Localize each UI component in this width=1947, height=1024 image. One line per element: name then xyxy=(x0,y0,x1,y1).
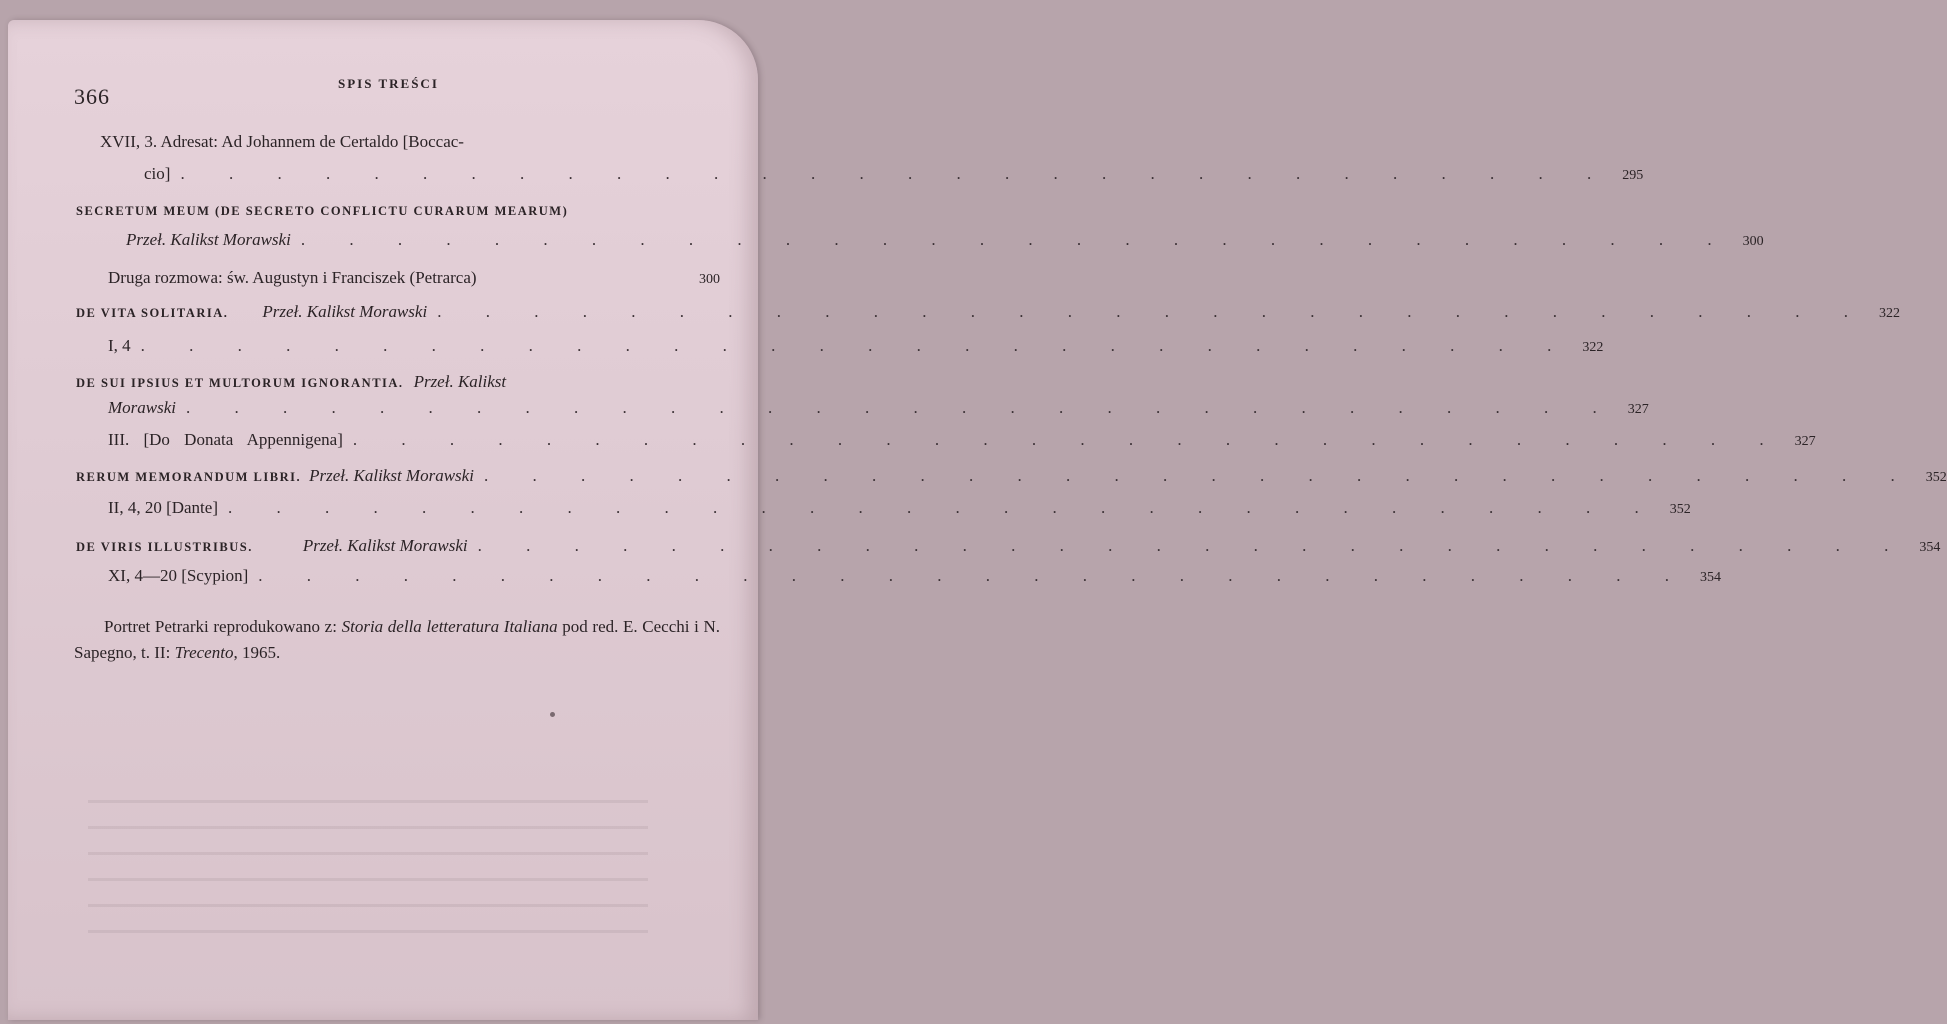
work-title: SECRETUM MEUM (DE SECRETO CONFLICTU CURARUM MEARUM) xyxy=(76,204,569,218)
translator: Przeł. Kalikst Morawski xyxy=(309,466,474,485)
entry-text: I, 4 xyxy=(108,336,131,355)
leader-dots: . . . . . . . . . . . . . . . . . . . . . . . . . . . . . . xyxy=(258,566,1689,585)
entry-page: 300 xyxy=(1742,234,1764,249)
entry-page: 322 xyxy=(1878,306,1900,321)
leader-dots: . . . . . . . . . . . . . . . . . . . . . . . . . . . . . . xyxy=(186,398,1617,417)
entry-page: 295 xyxy=(1622,168,1644,183)
portrait-credit-note xyxy=(74,614,720,666)
translator: Przeł. Kalikst Morawski xyxy=(126,230,291,249)
entry-page: 327 xyxy=(1794,434,1816,449)
translator: Przeł. Kalikst xyxy=(413,372,507,391)
leader-dots: . . . . . . . . . . . . . . . . . . . . . . . . . . . . . . xyxy=(437,302,1868,321)
work-title: DE VIRIS ILLUSTRIBUS. xyxy=(76,540,253,554)
work-title: DE VITA SOLITARIA. xyxy=(76,306,229,320)
translator: Przeł. Kalikst Morawski xyxy=(302,536,468,555)
toc-entry xyxy=(76,466,1947,486)
leader-dots: . . . . . . . . . . . . . . . . . . . . . . . . . . . . . . xyxy=(352,430,1784,449)
toc-entry xyxy=(126,230,1764,250)
paper-speck xyxy=(550,712,555,717)
note-italic: Storia della letteratura Italiana xyxy=(341,617,558,636)
entry-text: XI, 4—20 [Scypion] xyxy=(108,566,249,585)
note-text: , 1965. xyxy=(233,643,281,662)
toc-entry xyxy=(108,336,1604,356)
entry-page: 354 xyxy=(1919,540,1941,555)
toc-entry xyxy=(76,372,720,392)
entry-text: II, 4, 20 [Dante] xyxy=(108,498,218,517)
entry-page: 327 xyxy=(1627,402,1649,417)
entry-text: III. [Do Donata Appennigena] xyxy=(108,430,343,449)
note-italic: Trecento xyxy=(174,643,234,662)
entry-text: Druga rozmowa: św. Augustyn i Franciszek (Petrarca) xyxy=(108,268,477,287)
entry-page: 352 xyxy=(1669,502,1691,517)
entry-page: 300 xyxy=(699,272,720,287)
toc-entry xyxy=(76,204,720,219)
toc-entry xyxy=(108,498,1691,518)
entry-page: 352 xyxy=(1925,470,1947,485)
running-head: SPIS TREŚCI xyxy=(338,76,439,91)
work-title: RERUM MEMORANDUM LIBRI. xyxy=(76,470,302,484)
leader-dots: . . . . . . . . . . . . . . . . . . . . . . . . . . . . . . xyxy=(140,336,1572,355)
toc-entry xyxy=(108,566,1721,586)
entry-text: cio] xyxy=(144,164,171,183)
book-page xyxy=(8,20,1947,1020)
toc-entry xyxy=(108,268,720,288)
toc-entry xyxy=(108,398,1649,418)
note-text: Portret Petrarki reprodukowano z: xyxy=(104,617,342,636)
toc-entry xyxy=(76,302,1900,322)
leader-dots: . . . . . . . . . . . . . . . . . . . . . . . . . . . . . . xyxy=(477,536,1909,555)
toc-entry xyxy=(108,430,1816,450)
toc-entry xyxy=(76,536,1941,556)
leader-dots: . . . . . . . . . . . . . . . . . . . . . . . . . . . . . . xyxy=(180,164,1612,183)
entry-text: XVII, 3. Adresat: Ad Johannem de Certaldo [Boccac- xyxy=(100,132,464,151)
leader-dots: . . . . . . . . . . . . . . . . . . . . . . . . . . . . . . xyxy=(228,498,1659,517)
leader-dots: . . . . . . . . . . . . . . . . . . . . . . . . . . . . . . xyxy=(300,230,1732,249)
translator: Morawski xyxy=(108,398,176,417)
entry-page: 322 xyxy=(1582,340,1604,355)
translator: Przeł. Kalikst Morawski xyxy=(262,302,428,321)
page-number: 366 xyxy=(74,84,110,109)
entry-page: 354 xyxy=(1699,570,1721,585)
work-title: DE SUI IPSIUS ET MULTORUM IGNORANTIA. xyxy=(76,376,404,390)
toc-entry xyxy=(100,132,700,152)
show-through-text xyxy=(88,800,648,940)
note-text: pod red. E. Cecchi i N. Sapegno, t. II: xyxy=(74,617,720,662)
leader-dots: . . . . . . . . . . . . . . . . . . . . . . . . . . . . . . xyxy=(483,466,1915,485)
toc-entry xyxy=(144,164,1644,184)
